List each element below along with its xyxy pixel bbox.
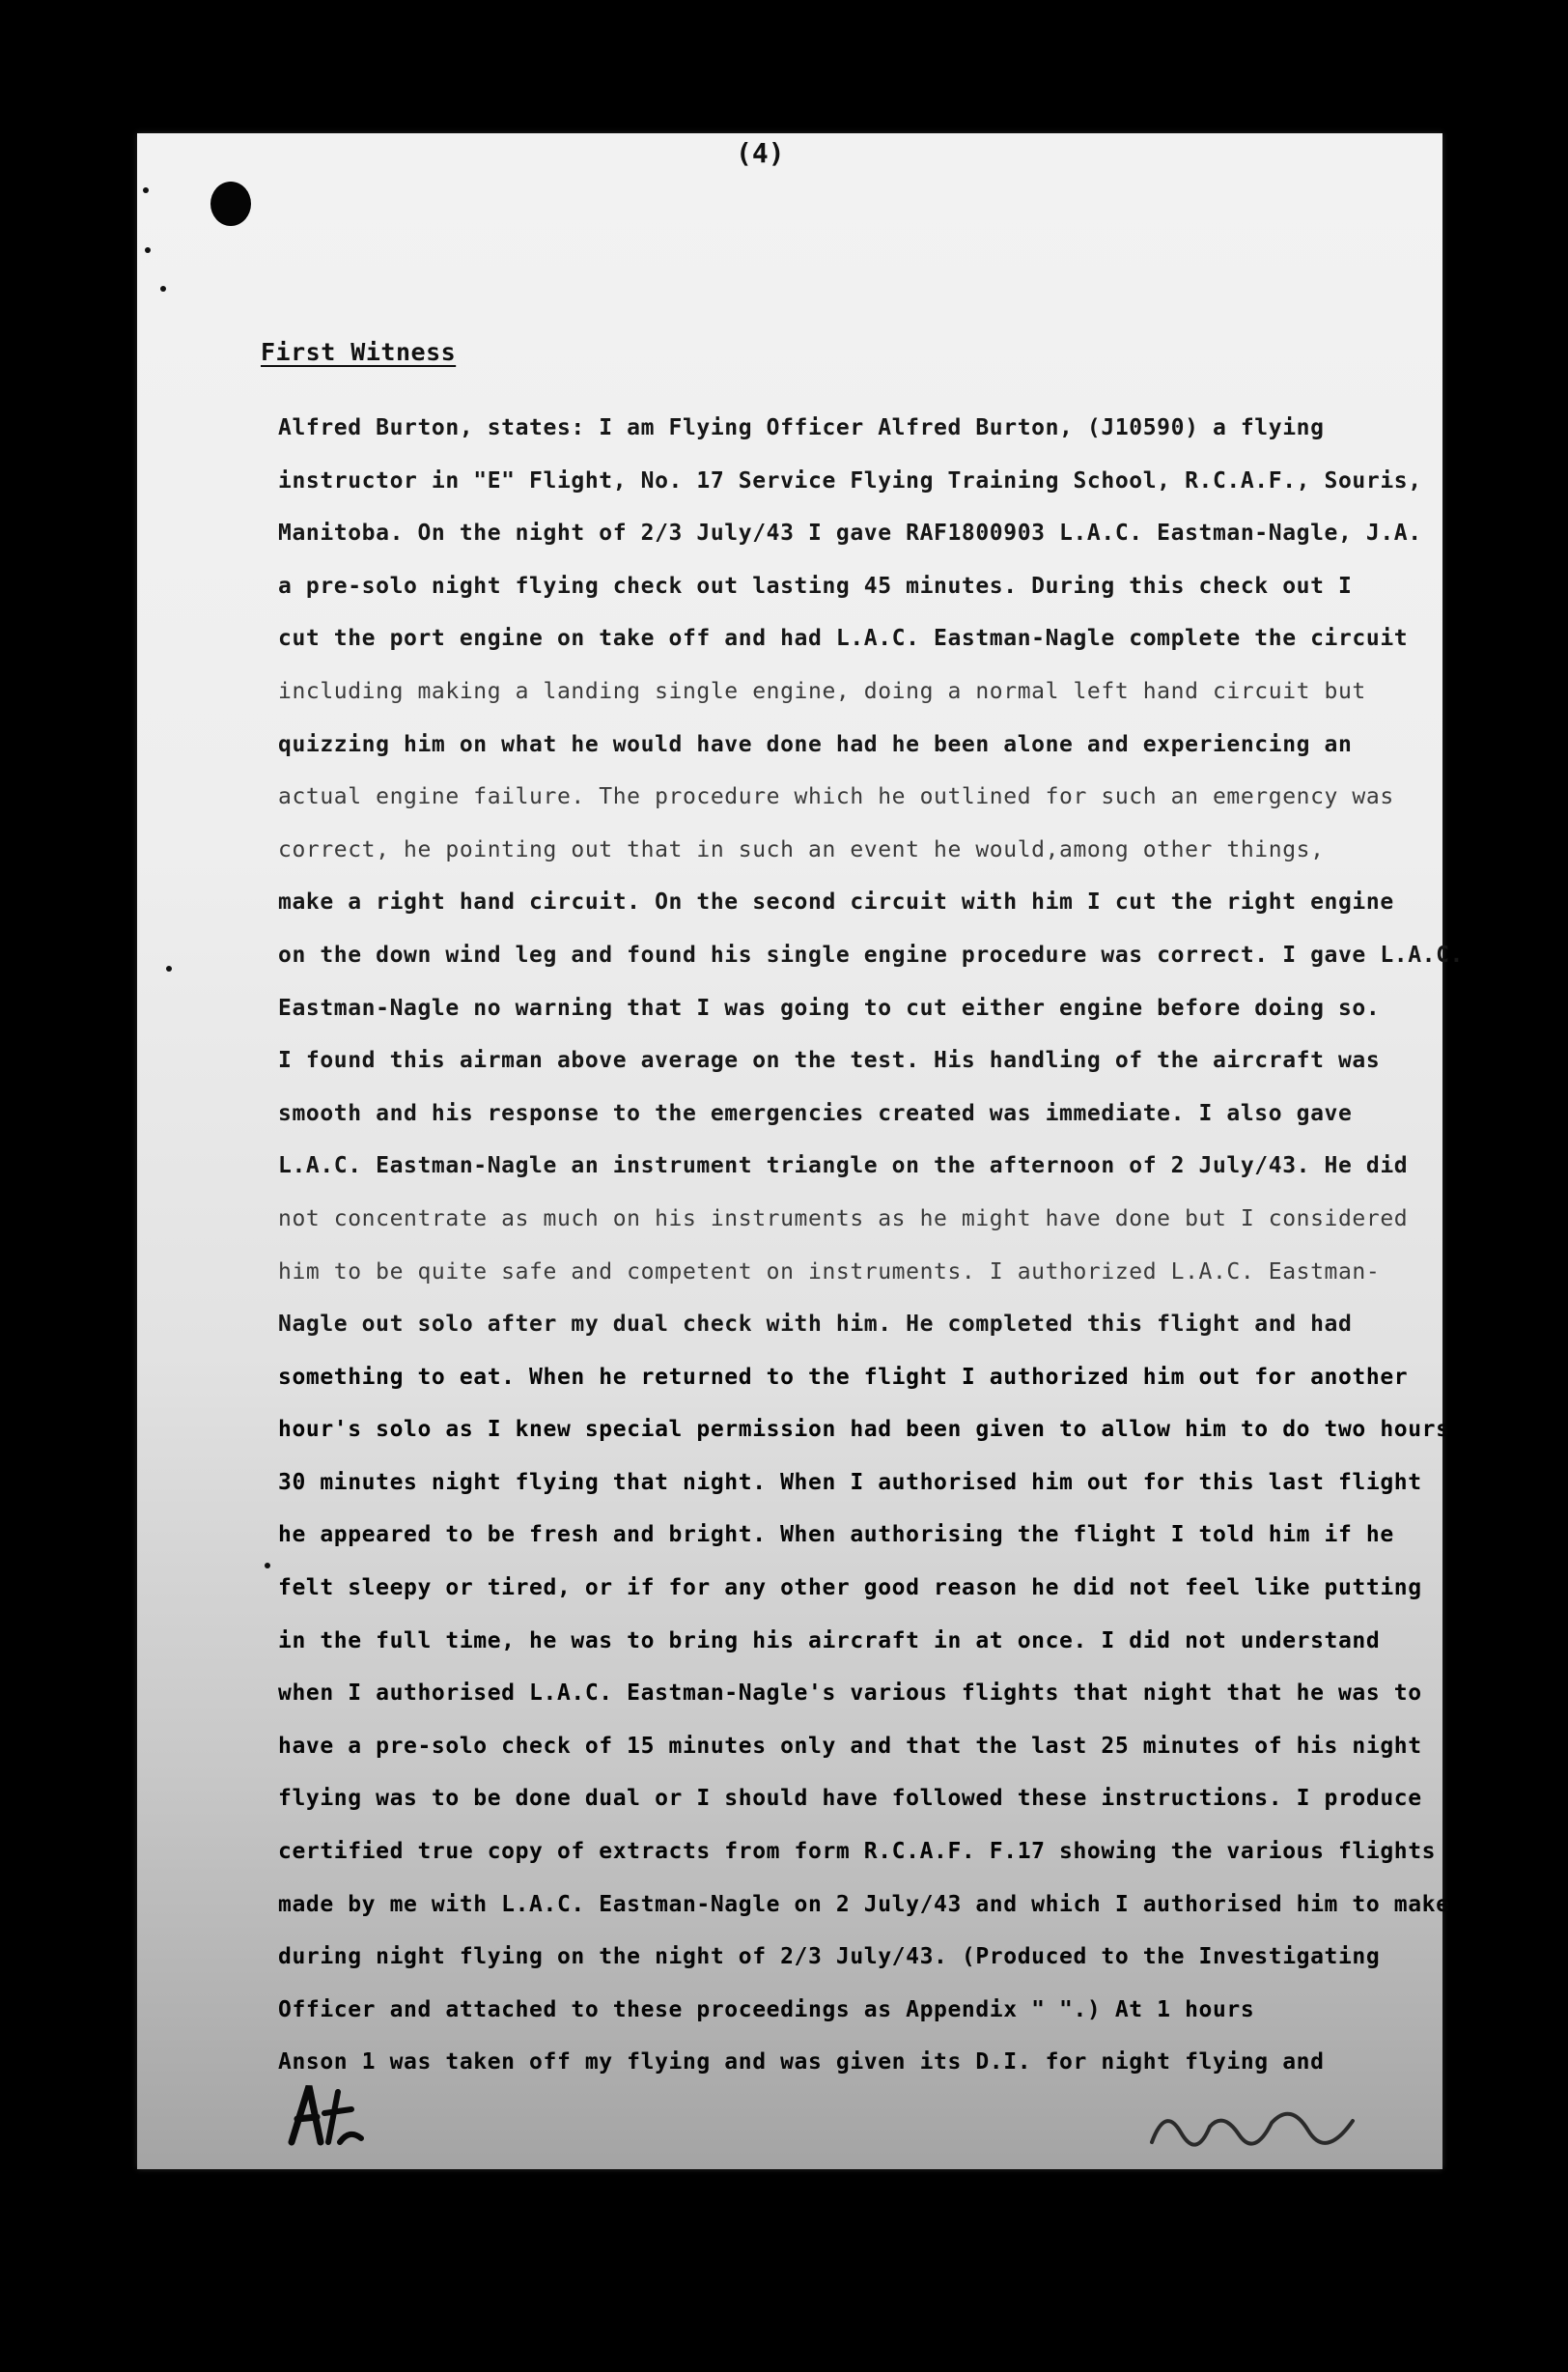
body-line: he appeared to be fresh and bright. When authorising the flight I told him if he xyxy=(278,1522,1394,1548)
speck-mark xyxy=(265,1563,270,1568)
body-line: have a pre-solo check of 15 minutes only and that the last 25 minutes of his night xyxy=(278,1733,1422,1759)
initials-mark xyxy=(282,2075,369,2152)
body-line: not concentrate as much on his instruments as he might have done but I considered xyxy=(278,1205,1409,1231)
speck-mark xyxy=(160,286,166,292)
body-line: flying was to be done dual or I should have followed these instructions. I produce xyxy=(278,1786,1422,1812)
body-line: during night flying on the night of 2/3 July/43. (Produced to the Investigating xyxy=(278,1944,1381,1970)
body-line: quizzing him on what he would have done had he been alone and experiencing an xyxy=(278,731,1353,757)
body-line: smooth and his response to the emergencies created was immediate. I also gave xyxy=(278,1100,1353,1126)
speck-mark xyxy=(143,187,149,193)
typed-body xyxy=(278,402,1475,2089)
body-line: on the down wind leg and found his single engine procedure was correct. I gave L.A.C. xyxy=(278,942,1465,968)
body-line: in the full time, he was to bring his aircraft in at once. I did not understand xyxy=(278,1627,1381,1653)
body-line: Manitoba. On the night of 2/3 July/43 I gave RAF1800903 L.A.C. Eastman-Nagle, J.A. xyxy=(278,521,1422,547)
signature-scrawl xyxy=(1146,2094,1368,2152)
body-line: felt sleepy or tired, or if for any other good reason he did not feel like putting xyxy=(278,1575,1422,1601)
speck-mark xyxy=(166,966,172,972)
body-line: actual engine failure. The procedure which he outlined for such an emergency was xyxy=(278,784,1394,810)
body-line: him to be quite safe and competent on instruments. I authorized L.A.C. Eastman- xyxy=(278,1258,1381,1285)
punch-hole xyxy=(210,182,251,226)
body-line: Anson 1 was taken off my flying and was given its D.I. for night flying and xyxy=(278,2049,1325,2076)
body-line: certified true copy of extracts from form R.C.A.F. F.17 showing the various flights xyxy=(278,1839,1437,1865)
body-line: Eastman-Nagle no warning that I was going to cut either engine before doing so. xyxy=(278,995,1381,1021)
body-line: Officer and attached to these proceedings as Appendix " ".) At 1 hours xyxy=(278,1996,1255,2022)
body-line: L.A.C. Eastman-Nagle an instrument triangle on the afternoon of 2 July/43. He did xyxy=(278,1153,1409,1179)
body-line: make a right hand circuit. On the second circuit with him I cut the right engine xyxy=(278,890,1394,916)
body-line: I found this airman above average on the test. His handling of the aircraft was xyxy=(278,1048,1381,1074)
speck-mark xyxy=(145,247,151,253)
body-line: hour's solo as I knew special permission had been given to allow him to do two hours xyxy=(278,1417,1450,1443)
page-number: (4) xyxy=(736,137,785,169)
body-line: 30 minutes night flying that night. When I authorised him out for this last flight xyxy=(278,1469,1422,1495)
body-line: correct, he pointing out that in such an event he would,among other things, xyxy=(278,836,1325,862)
body-line: something to eat. When he returned to the flight I authorized him out for another xyxy=(278,1364,1409,1390)
body-line: made by me with L.A.C. Eastman-Nagle on 2 July/43 and which I authorised him to make xyxy=(278,1891,1450,1917)
document-page xyxy=(137,133,1465,2169)
body-line: instructor in "E" Flight, No. 17 Service Flying Training School, R.C.A.F., Souris, xyxy=(278,467,1422,494)
section-heading: First Witness xyxy=(261,338,457,366)
body-line: a pre-solo night flying check out lasting 45 minutes. During this check out I xyxy=(278,573,1353,599)
body-line: when I authorised L.A.C. Eastman-Nagle's various flights that night that he was to xyxy=(278,1680,1422,1707)
body-line: cut the port engine on take off and had L.A.C. Eastman-Nagle complete the circuit xyxy=(278,626,1409,652)
body-line: Nagle out solo after my dual check with him. He completed this flight and had xyxy=(278,1312,1353,1338)
body-line: Alfred Burton, states: I am Flying Officer Alfred Burton, (J10590) a flying xyxy=(278,415,1325,440)
body-line: including making a landing single engine, doing a normal left hand circuit but xyxy=(278,678,1366,704)
